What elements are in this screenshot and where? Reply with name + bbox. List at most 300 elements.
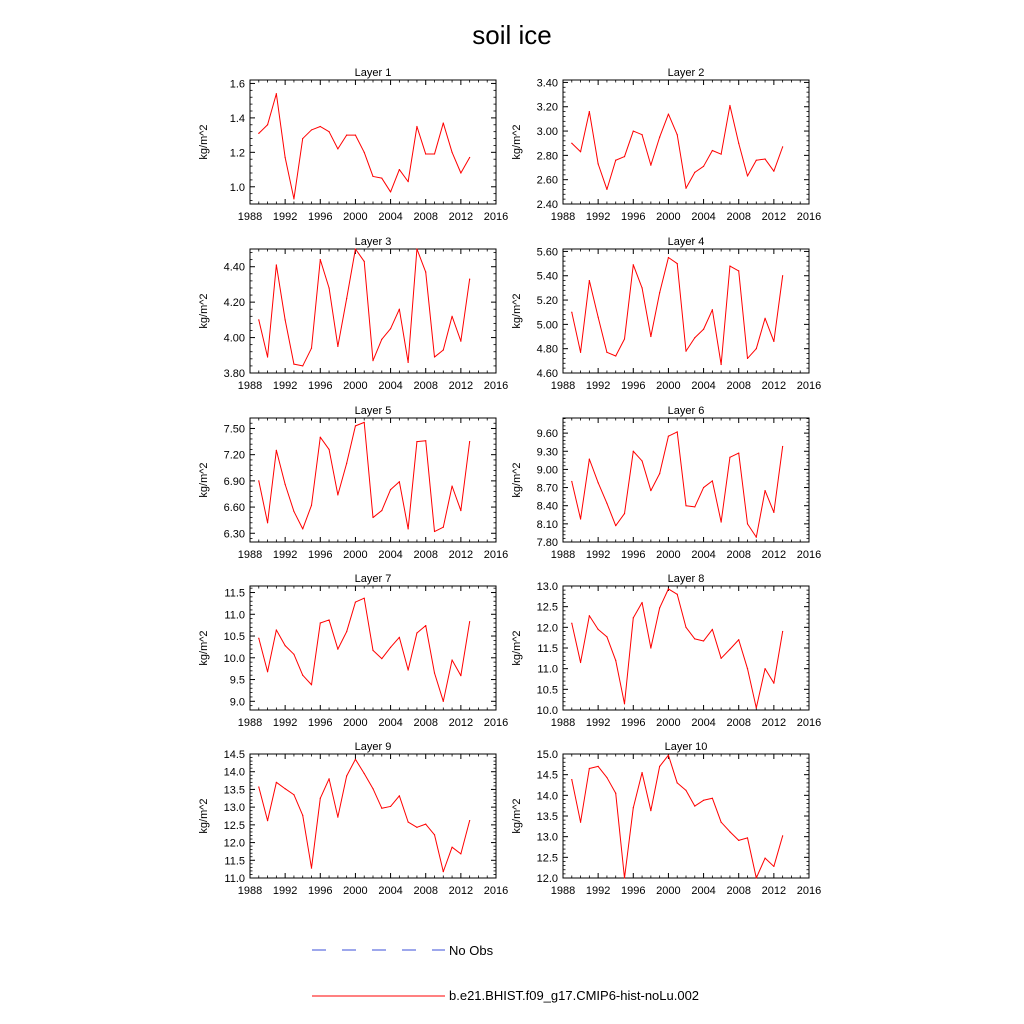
data-point [747,175,748,176]
data-point [589,111,590,112]
x-tick-label: 1988 [550,717,576,729]
y-tick-label: 12.5 [223,819,245,832]
data-point [364,261,365,262]
x-tick-label: 2008 [413,211,438,223]
panel-title: Layer 7 [354,573,392,585]
x-tick-label: 2004 [378,211,403,223]
plot-frame [563,754,809,878]
data-point [694,506,695,507]
data-point [381,178,382,179]
data-point [677,782,678,783]
y-tick-label: 2.40 [536,199,558,211]
data-point [425,153,426,154]
x-tick-label: 1992 [272,380,298,392]
data-point [659,607,660,608]
data-point [782,275,783,276]
data-point [302,675,303,676]
plot-frame [250,249,496,373]
y-tick-label: 1.6 [229,78,245,91]
data-point [703,166,704,167]
data-point [328,619,329,620]
data-point [782,446,783,447]
x-tick-label: 2016 [483,211,509,223]
data-point [443,871,444,872]
y-tick-label: 12.0 [536,873,558,885]
data-point [372,176,373,177]
panel-title: Layer 9 [354,741,392,753]
y-tick-label: 13.0 [223,802,245,815]
data-point [756,537,757,538]
y-tick-label: 1.4 [229,112,245,125]
y-tick-label: 12.0 [223,837,245,850]
data-point [443,122,444,123]
data-point [311,348,312,349]
x-tick-label: 1996 [308,549,333,561]
data-point [580,662,581,663]
panel-layer-8 [511,573,821,729]
data-point [764,668,765,669]
x-tick-label: 1996 [621,717,646,729]
y-tick-label: 4.60 [536,368,558,380]
data-point [615,525,616,526]
data-point [729,105,730,106]
data-point [258,480,259,481]
data-point [721,521,722,522]
data-point [571,481,572,482]
y-tick-label: 4.00 [223,332,245,345]
x-tick-label: 2012 [761,717,787,729]
data-point [425,625,426,626]
data-point [425,271,426,272]
data-point [408,821,409,822]
x-tick-label: 1996 [621,380,646,392]
data-point [416,441,417,442]
x-tick-label: 2004 [378,717,403,729]
data-point [355,248,356,249]
data-point [293,198,294,199]
y-axis-label: kg/m^2 [511,798,523,834]
x-tick-label: 2000 [656,885,681,897]
x-tick-label: 2008 [726,549,751,561]
y-tick-label: 13.0 [536,581,558,593]
y-tick-label: 3.40 [536,77,558,90]
data-point [434,531,435,532]
data-point [364,773,365,774]
series-line [572,258,783,365]
data-point [703,329,704,330]
x-tick-label: 2008 [726,717,751,729]
data-point [615,355,616,356]
data-point [764,318,765,319]
data-point [258,786,259,787]
data-point [782,835,783,836]
data-point [460,510,461,511]
data-point [677,431,678,432]
data-point [668,436,669,437]
data-point [650,647,651,648]
data-point [451,659,452,660]
y-tick-label: 9.0 [229,696,245,709]
data-point [320,259,321,260]
data-point [469,441,470,442]
x-tick-label: 2008 [726,380,751,392]
series-line [259,94,470,199]
data-point [451,847,452,848]
y-tick-label: 10.5 [536,684,558,697]
x-tick-label: 1992 [585,380,611,392]
data-point [773,866,774,867]
data-point [764,490,765,491]
y-tick-label: 9.5 [229,674,245,687]
y-axis-label: kg/m^2 [511,462,523,498]
data-point [469,279,470,280]
x-tick-label: 2008 [726,211,751,223]
data-point [399,481,400,482]
panel-layer-3 [198,236,508,392]
y-tick-label: 5.00 [536,319,558,332]
data-point [624,703,625,704]
y-axis-label: kg/m^2 [511,293,523,329]
x-tick-label: 1988 [550,211,576,223]
panel-layer-6 [511,405,821,561]
data-point [258,638,259,639]
y-tick-label: 9.30 [536,446,558,459]
plot-frame [563,418,809,542]
data-point [337,816,338,817]
data-point [756,348,757,349]
y-tick-label: 7.80 [536,537,558,549]
data-point [443,527,444,528]
panel-layer-1 [198,67,508,223]
data-point [293,794,294,795]
data-point [721,822,722,823]
data-point [346,135,347,136]
data-point [589,280,590,281]
data-point [773,683,774,684]
data-point [408,528,409,529]
y-tick-label: 10.0 [223,652,245,665]
data-point [641,460,642,461]
data-point [598,766,599,767]
data-point [355,759,356,760]
data-point [364,598,365,599]
data-point [606,352,607,353]
data-point [650,810,651,811]
data-point [451,152,452,153]
data-point [633,264,634,265]
data-point [624,877,625,878]
y-tick-label: 6.90 [223,475,245,488]
y-tick-label: 13.5 [223,784,245,797]
series-line [572,432,783,537]
series-line [259,249,470,366]
y-axis-label: kg/m^2 [198,293,210,329]
data-point [390,489,391,490]
panel-layer-10 [511,741,821,897]
y-tick-label: 1.0 [229,181,245,194]
data-point [641,602,642,603]
x-tick-label: 2000 [656,211,681,223]
y-tick-label: 4.40 [223,261,245,274]
x-tick-label: 2004 [691,380,716,392]
data-point [756,877,757,878]
y-tick-label: 4.20 [223,297,245,310]
data-point [694,337,695,338]
data-point [302,528,303,529]
y-tick-label: 15.0 [536,749,558,761]
x-tick-label: 1988 [237,380,263,392]
data-point [390,647,391,648]
x-tick-label: 1992 [585,549,611,561]
panel-title: Layer 3 [354,236,392,248]
x-tick-label: 1992 [272,211,298,223]
y-tick-label: 5.40 [536,270,558,283]
data-point [434,356,435,357]
data-point [364,422,365,423]
data-point [694,172,695,173]
series-line [572,589,783,708]
data-point [451,486,452,487]
data-point [571,143,572,144]
data-point [738,143,739,144]
y-tick-label: 9.60 [536,428,558,441]
x-tick-label: 2012 [448,380,474,392]
panel-layer-7 [198,573,508,729]
y-tick-label: 5.20 [536,295,558,308]
data-point [416,248,417,249]
x-tick-label: 2016 [796,380,822,392]
legend-model-label: b.e21.BHIST.f09_g17.CMIP6-hist-noLu.002 [449,988,700,1003]
panel-grid [198,67,821,897]
y-tick-label: 11.0 [224,609,245,622]
x-tick-label: 1996 [308,380,333,392]
y-tick-label: 5.60 [536,246,558,259]
x-tick-label: 2000 [656,717,681,729]
data-point [685,505,686,506]
data-point [460,341,461,342]
x-tick-label: 1992 [272,885,298,897]
data-point [285,788,286,789]
data-point [624,156,625,157]
data-point [372,650,373,651]
data-point [606,777,607,778]
x-tick-label: 1988 [550,380,576,392]
x-tick-label: 2004 [691,717,716,729]
x-tick-label: 1996 [621,885,646,897]
x-tick-label: 2008 [413,885,438,897]
data-point [346,631,347,632]
y-tick-label: 11.5 [224,855,245,868]
data-point [328,778,329,779]
data-point [571,779,572,780]
y-tick-label: 14.0 [536,790,558,803]
data-point [302,365,303,366]
data-point [668,755,669,756]
data-point [285,484,286,485]
data-point [782,146,783,147]
y-tick-label: 13.5 [536,811,558,823]
data-point [624,513,625,514]
data-point [381,808,382,809]
y-tick-label: 14.5 [536,769,558,782]
x-tick-label: 2000 [343,885,368,897]
data-point [311,505,312,506]
data-point [399,637,400,638]
data-point [571,312,572,313]
data-point [756,707,757,708]
x-tick-label: 1992 [585,717,611,729]
series-line [259,598,470,701]
data-point [668,257,669,258]
data-point [416,126,417,127]
data-point [372,360,373,361]
panel-title: Layer 10 [664,741,708,753]
y-axis-label: kg/m^2 [198,462,210,498]
x-tick-label: 2004 [378,549,403,561]
data-point [276,93,277,94]
y-tick-label: 12.0 [536,622,558,635]
data-point [311,867,312,868]
y-tick-label: 8.10 [536,518,558,531]
data-point [729,457,730,458]
plot-frame [250,418,496,542]
data-point [285,319,286,320]
y-tick-label: 14.5 [223,749,245,761]
y-tick-label: 3.20 [536,101,558,114]
panel-title: Layer 4 [667,236,705,248]
x-tick-label: 1992 [585,211,611,223]
data-point [469,820,470,821]
x-tick-label: 2016 [483,380,509,392]
data-point [738,639,739,640]
data-point [443,701,444,702]
data-point [633,130,634,131]
x-tick-label: 1992 [585,885,611,897]
y-tick-label: 11.5 [537,643,558,655]
x-tick-label: 2008 [413,717,438,729]
y-tick-label: 4.80 [536,343,558,356]
data-point [659,473,660,474]
x-tick-label: 1992 [272,549,298,561]
data-point [267,522,268,523]
data-point [399,309,400,310]
data-point [285,645,286,646]
data-point [571,623,572,624]
data-point [276,782,277,783]
series-line [259,759,470,871]
data-point [712,309,713,310]
data-point [685,790,686,791]
data-point [633,617,634,618]
data-point [399,795,400,796]
y-tick-label: 10.0 [536,705,558,717]
x-tick-label: 1996 [308,885,333,897]
y-tick-label: 8.70 [536,482,558,495]
data-point [434,153,435,154]
data-point [756,160,757,161]
y-tick-label: 6.30 [223,528,245,541]
data-point [293,511,294,512]
panel-layer-4 [511,236,821,392]
x-tick-label: 1996 [621,549,646,561]
data-point [425,824,426,825]
x-tick-label: 1996 [621,211,646,223]
data-point [302,138,303,139]
data-point [729,831,730,832]
x-tick-label: 2012 [448,885,474,897]
data-point [293,654,294,655]
x-tick-label: 2000 [343,717,368,729]
data-point [364,152,365,153]
data-point [311,684,312,685]
data-point [589,768,590,769]
y-tick-label: 11.5 [224,587,245,600]
x-tick-label: 2004 [691,549,716,561]
data-point [469,621,470,622]
y-tick-label: 10.5 [223,631,245,644]
data-point [328,449,329,450]
data-point [685,188,686,189]
data-point [580,822,581,823]
data-point [408,181,409,182]
x-tick-label: 1988 [550,549,576,561]
data-point [390,328,391,329]
data-point [425,440,426,441]
plot-frame [563,586,809,710]
data-point [416,827,417,828]
data-point [773,341,774,342]
data-point [659,766,660,767]
data-point [738,270,739,271]
x-tick-label: 2012 [761,885,787,897]
data-point [276,629,277,630]
y-tick-label: 12.5 [536,601,558,614]
data-point [408,669,409,670]
data-point [460,675,461,676]
data-point [390,191,391,192]
x-tick-label: 2008 [413,549,438,561]
data-point [302,815,303,816]
data-point [773,171,774,172]
data-point [346,775,347,776]
data-point [443,349,444,350]
data-point [615,793,616,794]
data-point [685,351,686,352]
data-point [399,169,400,170]
panel-title: Layer 2 [667,67,705,79]
data-point [346,463,347,464]
data-point [773,512,774,513]
data-point [258,133,259,134]
data-point [346,298,347,299]
y-tick-label: 1.2 [229,147,245,160]
series-line [572,106,783,190]
data-point [381,510,382,511]
x-tick-label: 2012 [761,211,787,223]
data-point [337,346,338,347]
data-point [712,480,713,481]
data-point [747,668,748,669]
panel-layer-2 [511,67,821,223]
x-tick-label: 2000 [656,380,681,392]
data-point [615,660,616,661]
data-point [580,518,581,519]
data-point [328,131,329,132]
x-tick-label: 2016 [796,717,822,729]
data-point [580,352,581,353]
x-tick-label: 2008 [726,885,751,897]
data-point [372,788,373,789]
